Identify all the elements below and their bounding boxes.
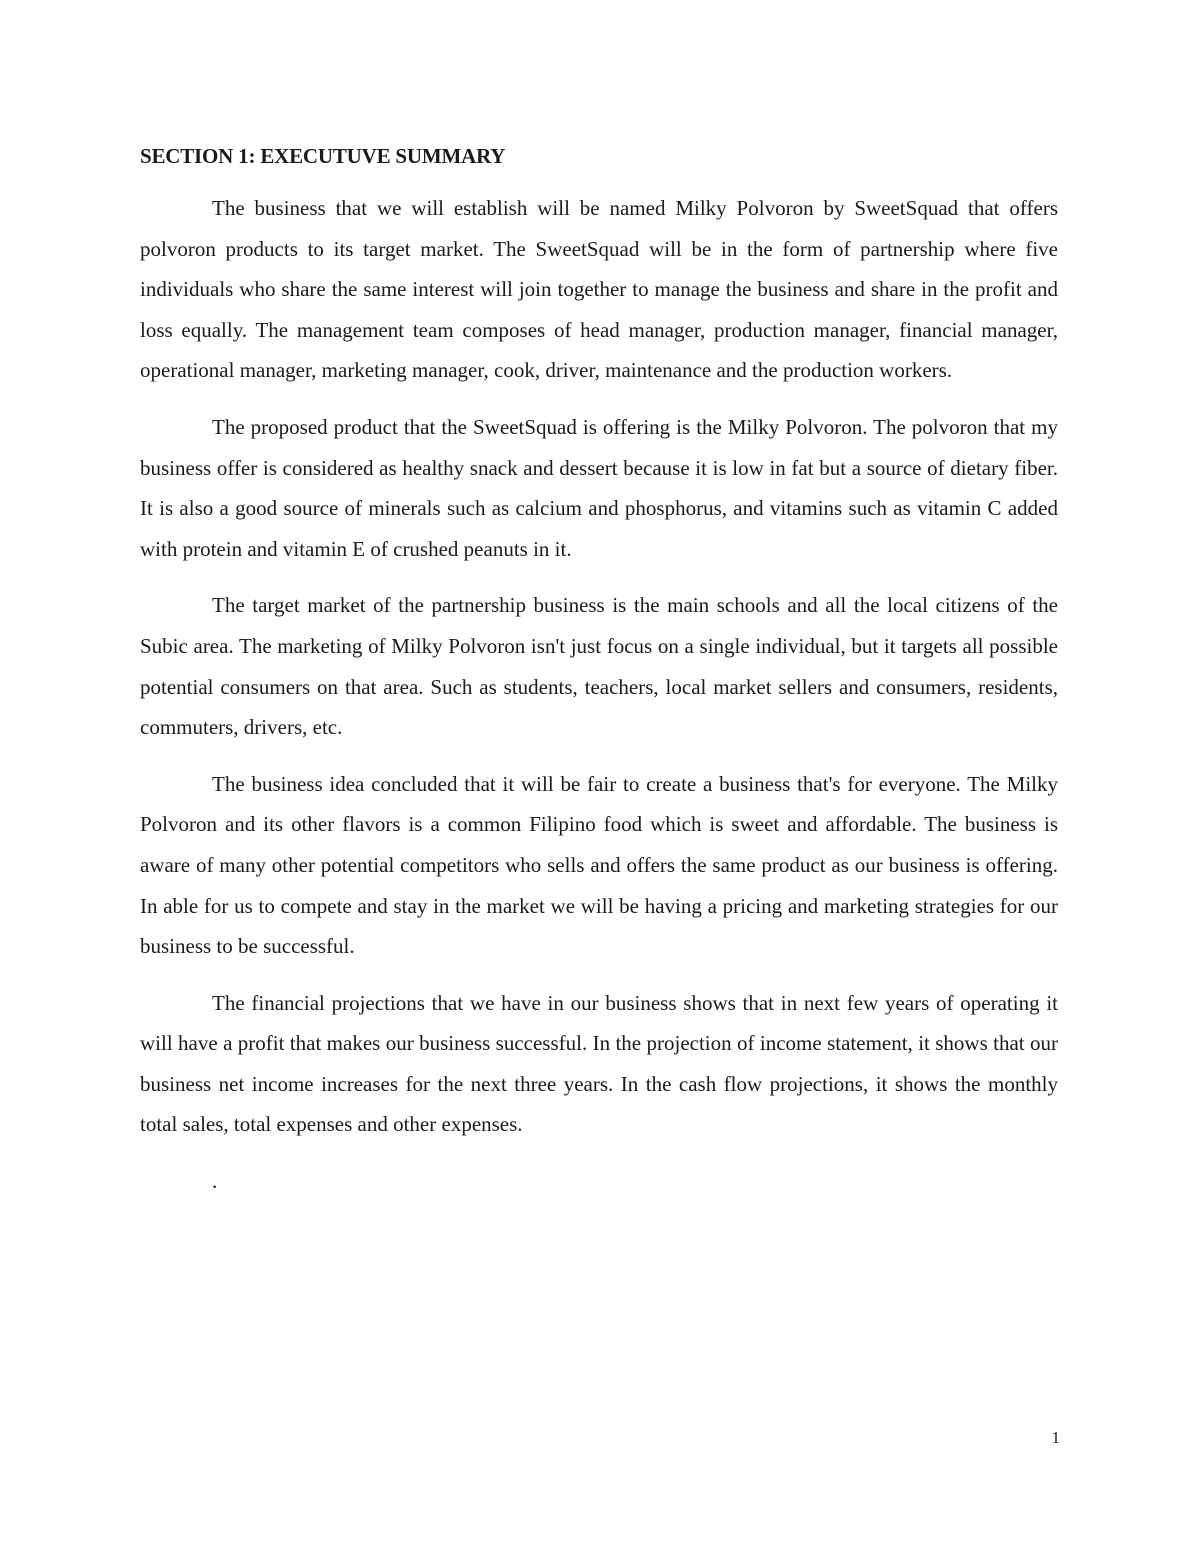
paragraph-business-idea: The business idea concluded that it will be fair to create a business that's for everyone. The Milky Polvoron and its other flavors is a common Filipino food which is sweet and affordable. The business is aware of many other potential competitors who sells and offers the same product as our business is offering. In able for us to compete and stay in the market we will be having a pricing and marketing strategies for our business to be successful. (140, 771, 1058, 959)
page-number: 1 (1051, 1428, 1060, 1447)
page-content (140, 138, 1058, 1201)
paragraph-target-market: The target market of the partnership business is the main schools and all the local citizens of the Subic area. The marketing of Milky Polvoron isn't just focus on a single individual, but it targets all possible potential consumers on that area. Such as students, teachers, local market sellers and consumers, residents, commuters, drivers, etc. (140, 593, 1058, 740)
paragraph-business-overview: The business that we will establish will be named Milky Polvoron by SweetSquad that offers polvoron products to its target market. The SweetSquad will be in the form of partnership where five individuals who share the same interest will join together to manage the business and share in the profit and loss equally. The management team composes of head manager, production manager, financial manager, operational manager, marketing manager, cook, driver, maintenance and the production workers. (140, 196, 1058, 383)
paragraph-product: The proposed product that the SweetSquad is offering is the Milky Polvoron. The polvoron that my business offer is considered as healthy snack and dessert because it is low in fat but a source of dietary fiber. It is also a good source of minerals such as calcium and phosphorus, and vitamins such as vitamin C added with protein and vitamin E of crushed peanuts in it. (140, 414, 1058, 561)
paragraph-financial-projections: The financial projections that we have in our business shows that in next few years of operating it will have a profit that makes our business successful. In the projection of income statement, it shows that our business net income increases for the next three years. In the cash flow projections, it shows the monthly total sales, total expenses and other expenses. (140, 990, 1058, 1137)
section-heading: SECTION 1: EXECUTUVE SUMMARY (140, 144, 506, 168)
trailing-mark: . (212, 1169, 218, 1194)
